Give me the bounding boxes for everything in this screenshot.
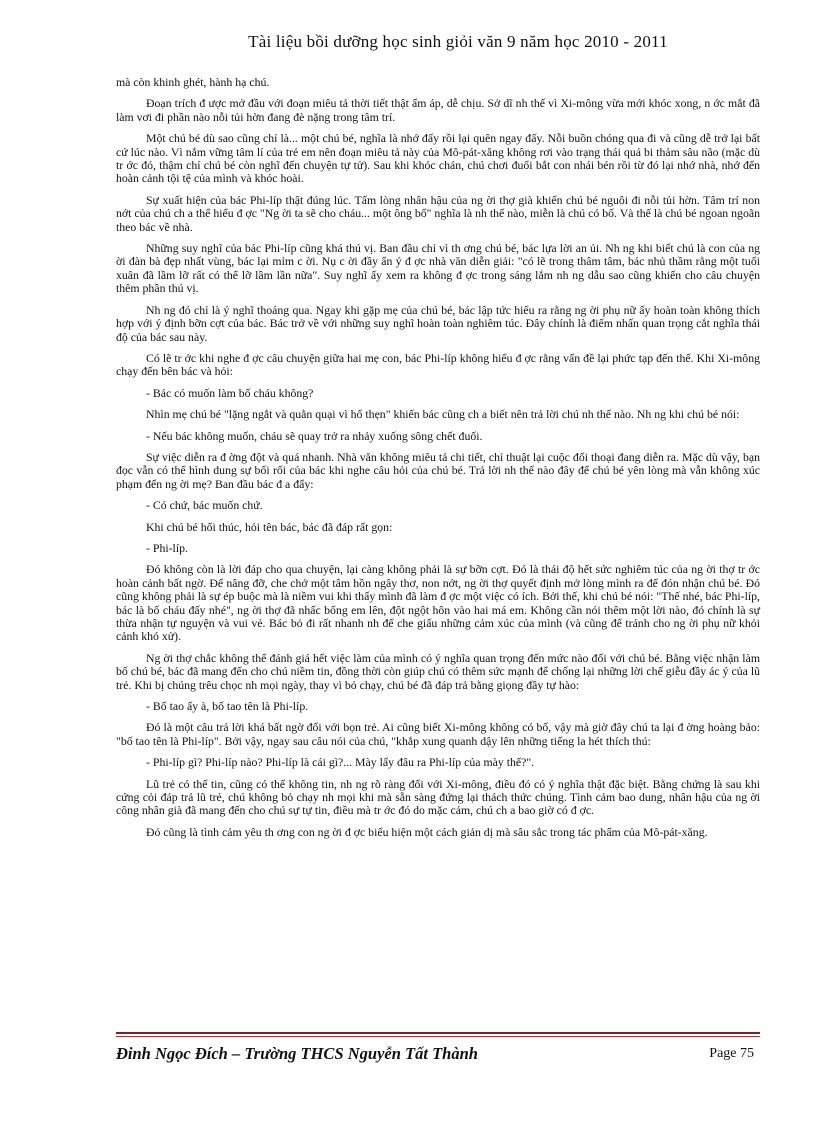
dialogue-line: - Phi-líp gì? Phi-líp nào? Phi-líp là cái gì?... Mày lấy đâu ra Phi-líp của mày thế?". xyxy=(146,755,535,770)
footer-author: Đinh Ngọc Đích – Trường THCS Nguyễn Tất Thành xyxy=(116,1044,478,1063)
paragraph: Nhìn mẹ chú bé "lặng ngắt và quằn quại vì hổ thẹn" khiến bác cũng ch a biết nên trả lời chú nh thế nào. Nh ng khi chú bé nói: xyxy=(146,407,740,422)
paragraph: Ng ời thợ chắc không thể đánh giá hết việc làm của mình có ý nghĩa quan trọng đến mức nào đối với chú bé. Bằng việc nhận làm bố chú bé, bác đã mang đến cho chú niềm tin, đồng thời còn giúp chú có thêm sức mạnh để chống lại những lời chế giễu đầy ác ý của lũ trẻ. Khi bị chúng trêu chọc nh mọi ngày, thay vì bỏ chạy, chú bé đã đáp trả bằng giọng đầy tự hào: xyxy=(116,650,760,692)
paragraph: Một chú bé dù sao cũng chỉ là... một chú bé, nghĩa là nhớ đấy rồi lại quên ngay đấy. Nỗi buồn chóng qua đi và cũng dễ trở lại bất cứ lúc nào. Vì nắm vững tâm lí của trẻ em nên đoạn miêu tả này của Mô-pát-xăng không rơi vào trạng thái quá bi thảm sâu não (mặc dù tr ớc đó, thậm chí chú bé còn nghĩ đến chuyện tự tử). Sau khi khóc chán, chú chơi đuổi bắt con nhái bén rồi từ đó lại nhớ nhà, nhớ đến hoàn cảnh tội tệ của mình và khóc hoài. xyxy=(116,131,760,186)
paragraph: Đoạn trích đ ược mở đầu với đoạn miêu tả thời tiết thật ấm áp, dễ chịu. Sở dĩ nh thế vì Xi-mông vừa mới khóc xong, n ớc mắt đã làm vơi đi phần nào nỗi tủi hờn đang đè nặng trong tâm trí. xyxy=(116,96,760,124)
paragraph: mà còn khinh ghét, hành hạ chú. xyxy=(116,75,270,89)
paragraph: Khi chú bé hối thúc, hỏi tên bác, bác đã đáp rất gọn: xyxy=(146,519,393,534)
paragraph: Sự việc diễn ra đ ờng đột và quá nhanh. Nhà văn không miêu tả chi tiết, chỉ thuật lại cuộc đối thoại đang diễn ra. Mặc dù vậy, bạn đọc vẫn có thể hình dung sự bối rối của bác khi nghe câu hỏi của chú bé. Trả lời nh thế nào đây để chú bé yên lòng mà vẫn không xúc phạm đến ng ời mẹ? Ban đầu bác đ a đẩy: xyxy=(116,449,760,491)
paragraph: Lũ trẻ có thể tin, cũng có thể không tin, nh ng rõ ràng đối với Xi-mông, điều đó có ý nghĩa thật đặc biệt. Bằng chứng là sau khi cứng cỏi đáp trả lũ trẻ, chú không bỏ chạy nh mọi khi mà sẵn sàng đứng lại thách thức chúng. Tình cảm bao dung, nhân hậu của ng ời công nhân già đã mang đến cho chú sự tự tin, điều mà tr ớc đó do mặc cảm, chú ch a bao giờ có đ ợc. xyxy=(116,776,760,818)
paragraph: Những suy nghĩ của bác Phi-líp cũng khá thú vị. Ban đầu chỉ vì th ơng chú bé, bác lựa lời an ủi. Nh ng khi biết chú là con của ng ời đàn bà đẹp nhất vùng, bác lại mỉm c ời. Nụ c ời đầy ẩn ý đ ợc nhà văn diễn giải: "có lẽ trong thâm tâm, bác nhủ thầm rằng một tuổi xuân đã lầm lỡ rất có thể lỡ lầm lần nữa". Suy nghĩ ấy xem ra không đ ợc trong sáng lắm nh ng dẫu sao cũng khiến cho câu chuyện thêm phần thú vị. xyxy=(116,241,760,296)
paragraph: Đó là một câu trả lời khá bất ngờ đối với bọn trẻ. Ai cũng biết Xi-mông không có bố, vậy mà giờ đây chú ta lại đ ờng hoàng bảo: "bố tao tên là Phi-líp". Bởi vậy, ngay sau câu nói của chú, "khắp xung quanh dậy lên những tiếng la hét thích thú: xyxy=(116,720,760,748)
paragraph: Sự xuất hiện của bác Phi-líp thật đúng lúc. Tấm lòng nhân hậu của ng ời thợ già khiến chú bé nguôi đi nỗi tủi hờn. Tâm trí non nớt của chú ch a thể hiểu đ ợc "Ng ời ta sẽ cho cháu... một ông bố" nghĩa là nh thế nào, miễn là chú có bố. Và thế là chú bé ngoan ngoãn theo bác về nhà. xyxy=(116,192,760,234)
dialogue-line: - Nếu bác không muốn, cháu sẽ quay trở ra nhảy xuống sông chết đuối. xyxy=(146,428,483,443)
page-header xyxy=(0,32,816,52)
dialogue-line: - Phi-líp. xyxy=(146,540,188,555)
dialogue-line: - Bác có muốn làm bố cháu không? xyxy=(146,385,314,400)
footer-divider-thin xyxy=(116,1036,760,1037)
paragraph: Đó cũng là tình cảm yêu th ơng con ng ời đ ợc biểu hiện một cách giản dị mà sâu sắc trong tác phẩm của Mô-pát-xăng. xyxy=(146,824,708,839)
page-number: Page 75 xyxy=(709,1046,754,1061)
document-title: Tài liệu bồi dưỡng học sinh giỏi văn 9 năm học 2010 - 2011 xyxy=(248,32,668,51)
document-body xyxy=(116,76,760,847)
footer-divider xyxy=(116,1032,760,1034)
paragraph: Đó không còn là lời đáp cho qua chuyện, lại càng không phải là sự bỡn cợt. Đó là thái độ hết sức nghiêm túc của ng ời thợ tr ớc hoàn cảnh bất ngờ. Để nâng đỡ, che chở một tâm hồn ngây thơ, non nớt, ng ời thợ quyết định mở lòng mình ra để đón nhận chú bé. Đó cũng không phải là sự ép buộc mà là niềm vui khi thấy mình đã làm đ ợc một việc có ích. Bởi thế, khi chú bé nói: "Thế nhé, bác Phi-líp, bác là bố cháu đấy nhé", ng ời thợ đã nhấc bổng em lên, đột ngột hôn vào hai má em. Không cần nói thêm một lời nào, đó chính là sự thừa nhận tự nguyện và vui vẻ. Bác bỏ đi rất nhanh nh để che giấu những cảm xúc của mình (và cũng để tránh cho ng ời phụ nữ khỏi cảnh khó xử). xyxy=(116,562,760,644)
dialogue-line: - Có chứ, bác muốn chứ. xyxy=(146,498,263,513)
paragraph: Nh ng đó chỉ là ý nghĩ thoáng qua. Ngay khi gặp mẹ của chú bé, bác lập tức hiểu ra rằng ng ời phụ nữ ấy hoàn toàn không thích hợp với ý định bỡn cợt của bác. Bác trở về với những suy nghĩ hoàn toàn nghiêm túc. Đây chính là điểm nhấn quan trọng cắt nghĩa thái độ của bác sau này. xyxy=(116,302,760,344)
dialogue-line: - Bố tao ấy à, bố tao tên là Phi-líp. xyxy=(146,699,309,714)
paragraph: Có lẽ tr ớc khi nghe đ ợc câu chuyện giữa hai mẹ con, bác Phi-líp không hiểu đ ợc rằng vấn đề lại phức tạp đến thế. Khi Xi-mông chạy đến bên bác và hỏi: xyxy=(116,350,760,379)
